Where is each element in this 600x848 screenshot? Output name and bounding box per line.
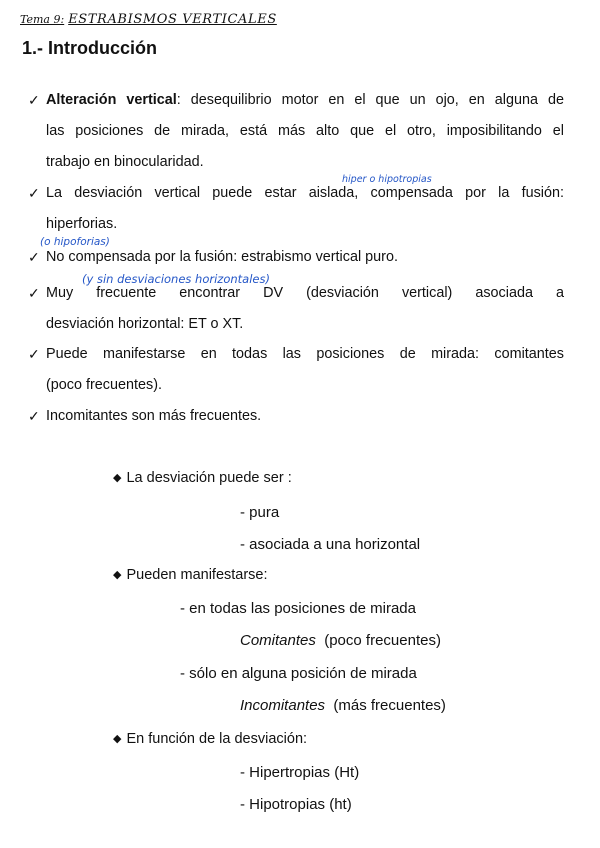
outline-item-desviacion xyxy=(113,470,292,486)
bullet-line: hiperforias. xyxy=(46,216,118,232)
bullet-line: trabajo en binocularidad. xyxy=(46,154,204,170)
bullet-line: Muy frecuente encontrar DV (desviación vertical) asociada a xyxy=(46,285,564,301)
diamond-bullet-icon: ◆ xyxy=(113,733,122,745)
outline-item-manifestarse xyxy=(113,567,268,583)
outline-text: Pueden manifestarse: xyxy=(126,567,268,583)
bullet-muy-frecuente xyxy=(46,278,564,340)
bullet-line: No compensada por la fusión: estrabismo vertical puro. xyxy=(46,249,398,265)
bullet-line: La desviación vertical puede estar aislada, compensada por la fusión: xyxy=(46,185,564,201)
term-incomitantes: Incomitantes xyxy=(240,697,326,714)
bullet-desviacion-aislada xyxy=(46,178,564,240)
tema-name: ESTRABISMOS VERTICALES xyxy=(68,12,277,27)
term-comitantes: Comitantes xyxy=(240,632,316,649)
bullet-line: desviación horizontal: ET o XT. xyxy=(46,316,244,332)
bullet-text: : desequilibrio motor en el que un ojo, en alguna de xyxy=(176,92,564,108)
section-heading: 1.- Introducción xyxy=(22,38,157,58)
bullet-line xyxy=(46,85,564,116)
note-mas-frecuentes: (más frecuentes) xyxy=(333,697,446,714)
bullet-line: (poco frecuentes). xyxy=(46,377,162,393)
outline-sub-alguna-posicion: - sólo en alguna posición de mirada xyxy=(180,665,417,682)
bullet-puede-manifestarse xyxy=(46,339,564,401)
outline-item-funcion xyxy=(113,731,307,747)
outline-sub-todas-posiciones: - en todas las posiciones de mirada xyxy=(180,600,416,617)
bullet-line: las posiciones de mirada, está más alto que el otro, imposibilitando el xyxy=(46,123,564,139)
check-icon: ✓ xyxy=(28,346,40,362)
handwritten-note-hipoforias: (o hipoforias) xyxy=(40,236,110,248)
bullet-line: Incomitantes son más frecuentes. xyxy=(46,408,262,424)
check-icon: ✓ xyxy=(28,285,40,301)
outline-text: En función de la desviación: xyxy=(126,731,308,747)
outline-sub-hipotropias: - Hipotropias (ht) xyxy=(240,796,352,813)
diamond-bullet-icon: ◆ xyxy=(113,472,122,484)
handwritten-note-hiper-hipotropias: hiper o hipotropias xyxy=(342,174,432,185)
outline-sub-comitantes xyxy=(240,632,441,649)
bullet-incomitantes xyxy=(46,401,564,432)
handwritten-note-sin-desviaciones: (y sin desviaciones horizontales) xyxy=(82,272,270,286)
tema-title xyxy=(20,12,277,27)
check-icon: ✓ xyxy=(28,249,40,265)
check-icon: ✓ xyxy=(28,185,40,201)
diamond-bullet-icon: ◆ xyxy=(113,569,122,581)
term-alteracion-vertical: Alteración vertical xyxy=(46,92,177,108)
outline-sub-incomitantes xyxy=(240,697,446,714)
tema-number: Tema 9: xyxy=(20,13,65,26)
bullet-line: Puede manifestarse en todas las posiciones de mirada: comitantes xyxy=(46,346,564,362)
outline-sub-hipertropias: - Hipertropias (Ht) xyxy=(240,764,360,781)
outline-sub-pura: - pura xyxy=(240,504,280,521)
bullet-no-compensada xyxy=(46,242,564,273)
bullet-alteracion-vertical xyxy=(46,85,564,178)
outline-sub-asociada: - asociada a una horizontal xyxy=(240,536,421,553)
check-icon: ✓ xyxy=(28,408,40,424)
outline-text: La desviación puede ser : xyxy=(126,470,292,486)
check-icon: ✓ xyxy=(28,92,40,108)
note-poco-frecuentes: (poco frecuentes) xyxy=(324,632,441,649)
